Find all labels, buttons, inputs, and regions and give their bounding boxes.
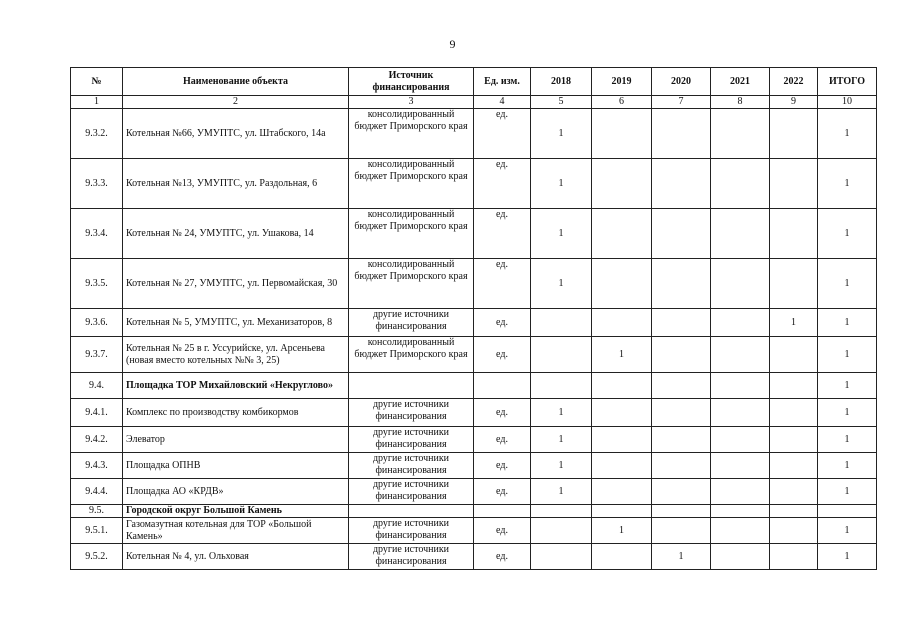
value-2020 <box>652 209 711 259</box>
unit-cell <box>474 373 531 399</box>
table-row <box>71 209 877 259</box>
value-2021 <box>711 309 770 337</box>
value-2021 <box>711 505 770 518</box>
value-total: 1 <box>818 399 877 427</box>
col-header-2021: 2021 <box>711 68 770 96</box>
value-2019 <box>592 109 652 159</box>
object-name: Площадка ОПНВ <box>123 453 349 479</box>
col-header-2022: 2022 <box>770 68 818 96</box>
value-total: 1 <box>818 109 877 159</box>
value-2020 <box>652 453 711 479</box>
financing-source: другие источники финансирования <box>349 544 474 570</box>
table-row <box>71 479 877 505</box>
row-number: 9.3.5. <box>71 259 123 309</box>
object-name: Городской округ Большой Камень <box>123 505 349 518</box>
row-number: 9.4.4. <box>71 479 123 505</box>
value-2018: 1 <box>531 259 592 309</box>
object-name: Котельная №13, УМУПТС, ул. Раздольная, 6 <box>123 159 349 209</box>
value-2018 <box>531 518 592 544</box>
financing-source: консолидированный бюджет Приморского края <box>349 159 474 209</box>
value-total: 1 <box>818 373 877 399</box>
column-number-row <box>71 96 877 109</box>
unit-cell: ед. <box>474 427 531 453</box>
value-2020 <box>652 399 711 427</box>
value-2022 <box>770 259 818 309</box>
value-2022 <box>770 453 818 479</box>
table-row <box>71 505 877 518</box>
unit-cell: ед. <box>474 337 531 373</box>
object-name: Комплекс по производству комбикормов <box>123 399 349 427</box>
value-2019 <box>592 479 652 505</box>
value-2018 <box>531 309 592 337</box>
value-2022 <box>770 427 818 453</box>
value-2018: 1 <box>531 453 592 479</box>
value-2022 <box>770 373 818 399</box>
table-row <box>71 373 877 399</box>
col-header-unit: Ед. изм. <box>474 68 531 96</box>
value-2019 <box>592 453 652 479</box>
value-2020 <box>652 505 711 518</box>
table-row <box>71 427 877 453</box>
value-2018 <box>531 337 592 373</box>
object-name: Котельная № 24, УМУПТС, ул. Ушакова, 14 <box>123 209 349 259</box>
value-2019 <box>592 209 652 259</box>
value-2020 <box>652 309 711 337</box>
value-2018 <box>531 544 592 570</box>
object-name: Котельная № 4, ул. Ольховая <box>123 544 349 570</box>
value-total <box>818 505 877 518</box>
row-number: 9.4. <box>71 373 123 399</box>
value-total: 1 <box>818 453 877 479</box>
value-2020 <box>652 427 711 453</box>
table-row <box>71 337 877 373</box>
value-2018 <box>531 505 592 518</box>
value-2021 <box>711 399 770 427</box>
row-number: 9.5.1. <box>71 518 123 544</box>
object-name: Элеватор <box>123 427 349 453</box>
value-2020 <box>652 109 711 159</box>
value-2019 <box>592 427 652 453</box>
value-2019 <box>592 309 652 337</box>
value-2018: 1 <box>531 479 592 505</box>
value-2018: 1 <box>531 209 592 259</box>
col-header-2020: 2020 <box>652 68 711 96</box>
value-total: 1 <box>818 337 877 373</box>
column-number: 4 <box>474 96 531 109</box>
value-total: 1 <box>818 259 877 309</box>
col-header-no: № <box>71 68 123 96</box>
object-name: Котельная № 27, УМУПТС, ул. Первомайская, 30 <box>123 259 349 309</box>
value-2019: 1 <box>592 337 652 373</box>
unit-cell: ед. <box>474 259 531 309</box>
value-total: 1 <box>818 209 877 259</box>
page-number: 9 <box>449 37 456 51</box>
value-2020 <box>652 159 711 209</box>
row-number: 9.4.2. <box>71 427 123 453</box>
value-2021 <box>711 159 770 209</box>
value-total: 1 <box>818 309 877 337</box>
value-2020: 1 <box>652 544 711 570</box>
value-2020 <box>652 518 711 544</box>
row-number: 9.5. <box>71 505 123 518</box>
financing-source: консолидированный бюджет Приморского края <box>349 259 474 309</box>
value-total: 1 <box>818 518 877 544</box>
header-row <box>71 68 877 96</box>
financing-source: другие источники финансирования <box>349 399 474 427</box>
financing-source: консолидированный бюджет Приморского края <box>349 109 474 159</box>
value-total: 1 <box>818 544 877 570</box>
unit-cell: ед. <box>474 518 531 544</box>
column-number: 9 <box>770 96 818 109</box>
row-number: 9.4.1. <box>71 399 123 427</box>
value-2022 <box>770 337 818 373</box>
unit-cell: ед. <box>474 159 531 209</box>
value-total: 1 <box>818 479 877 505</box>
col-header-2018: 2018 <box>531 68 592 96</box>
unit-cell: ед. <box>474 544 531 570</box>
value-2020 <box>652 479 711 505</box>
object-name: Котельная № 25 в г. Уссурийске, ул. Арсеньева (новая вместо котельных №№ 3, 25) <box>123 337 349 373</box>
value-2019 <box>592 505 652 518</box>
table-row <box>71 399 877 427</box>
column-number: 7 <box>652 96 711 109</box>
value-2018: 1 <box>531 427 592 453</box>
value-2021 <box>711 453 770 479</box>
value-2021 <box>711 373 770 399</box>
row-number: 9.4.3. <box>71 453 123 479</box>
column-number: 1 <box>71 96 123 109</box>
row-number: 9.3.6. <box>71 309 123 337</box>
value-2019 <box>592 399 652 427</box>
column-number: 2 <box>123 96 349 109</box>
financing-source <box>349 373 474 399</box>
row-number: 9.3.7. <box>71 337 123 373</box>
column-number: 5 <box>531 96 592 109</box>
financing-source: консолидированный бюджет Приморского края <box>349 337 474 373</box>
unit-cell: ед. <box>474 309 531 337</box>
value-2022 <box>770 518 818 544</box>
value-2019: 1 <box>592 518 652 544</box>
col-header-name: Наименование объекта <box>123 68 349 96</box>
financing-source: другие источники финансирования <box>349 518 474 544</box>
table-row <box>71 453 877 479</box>
unit-cell: ед. <box>474 453 531 479</box>
value-2021 <box>711 479 770 505</box>
financing-source: консолидированный бюджет Приморского края <box>349 209 474 259</box>
value-2021 <box>711 259 770 309</box>
value-2020 <box>652 259 711 309</box>
financing-source: другие источники финансирования <box>349 309 474 337</box>
column-number: 6 <box>592 96 652 109</box>
value-2022 <box>770 159 818 209</box>
financing-source <box>349 505 474 518</box>
unit-cell: ед. <box>474 209 531 259</box>
col-header-2019: 2019 <box>592 68 652 96</box>
unit-cell <box>474 505 531 518</box>
value-2019 <box>592 259 652 309</box>
value-2019 <box>592 544 652 570</box>
value-2021 <box>711 209 770 259</box>
value-2018: 1 <box>531 399 592 427</box>
table-body <box>71 109 877 570</box>
object-name: Котельная № 5, УМУПТС, ул. Механизаторов, 8 <box>123 309 349 337</box>
value-2018 <box>531 373 592 399</box>
table-row <box>71 544 877 570</box>
unit-cell: ед. <box>474 399 531 427</box>
value-2020 <box>652 337 711 373</box>
value-2022 <box>770 544 818 570</box>
value-2021 <box>711 544 770 570</box>
value-2022 <box>770 505 818 518</box>
col-header-source: Источник финансирования <box>349 68 474 96</box>
col-header-total: ИТОГО <box>818 68 877 96</box>
table-row <box>71 518 877 544</box>
value-2021 <box>711 337 770 373</box>
table-row <box>71 109 877 159</box>
value-2020 <box>652 373 711 399</box>
value-2022 <box>770 109 818 159</box>
unit-cell: ед. <box>474 109 531 159</box>
column-number: 3 <box>349 96 474 109</box>
object-name: Площадка ТОР Михайловский «Некруглово» <box>123 373 349 399</box>
object-name: Площадка АО «КРДВ» <box>123 479 349 505</box>
investment-table <box>70 67 877 570</box>
value-2022 <box>770 209 818 259</box>
financing-source: другие источники финансирования <box>349 453 474 479</box>
value-2018: 1 <box>531 159 592 209</box>
row-number: 9.3.4. <box>71 209 123 259</box>
column-number: 10 <box>818 96 877 109</box>
value-2022 <box>770 479 818 505</box>
value-2019 <box>592 373 652 399</box>
column-number: 8 <box>711 96 770 109</box>
row-number: 9.3.2. <box>71 109 123 159</box>
table-row <box>71 159 877 209</box>
value-2021 <box>711 427 770 453</box>
financing-source: другие источники финансирования <box>349 479 474 505</box>
value-2021 <box>711 518 770 544</box>
value-2022: 1 <box>770 309 818 337</box>
row-number: 9.3.3. <box>71 159 123 209</box>
value-2021 <box>711 109 770 159</box>
table-row <box>71 309 877 337</box>
value-total: 1 <box>818 159 877 209</box>
table-row <box>71 259 877 309</box>
value-total: 1 <box>818 427 877 453</box>
object-name: Газомазутная котельная для ТОР «Большой Камень» <box>123 518 349 544</box>
value-2022 <box>770 399 818 427</box>
value-2019 <box>592 159 652 209</box>
object-name: Котельная №66, УМУПТС, ул. Штабского, 14а <box>123 109 349 159</box>
value-2018: 1 <box>531 109 592 159</box>
unit-cell: ед. <box>474 479 531 505</box>
financing-source: другие источники финансирования <box>349 427 474 453</box>
row-number: 9.5.2. <box>71 544 123 570</box>
